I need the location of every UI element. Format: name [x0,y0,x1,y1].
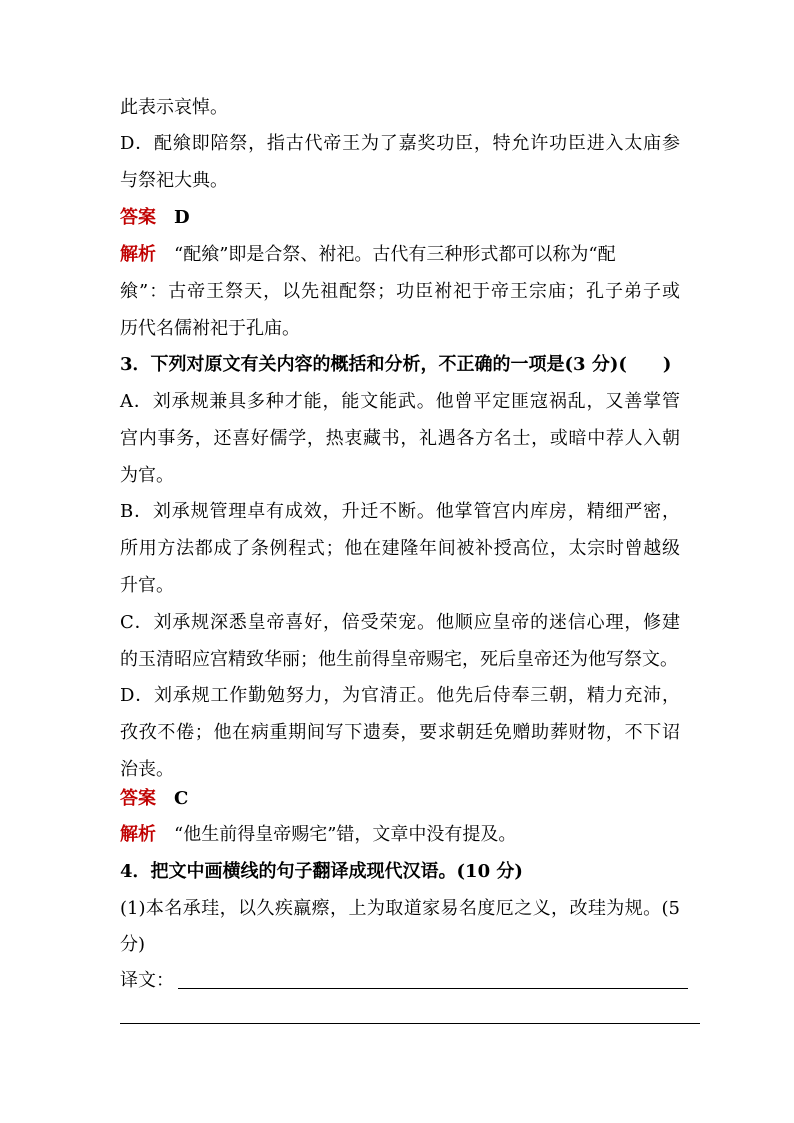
answer-label: 答案 [120,207,156,228]
answer-label: 答案 [120,788,156,809]
question-4-title [120,859,523,885]
text-line [120,279,680,305]
analysis-text: “他生前得皇帝赐宅”错，文章中没有提及。 [174,824,517,845]
option-text: A．刘承规兼具多种才能，能文能武。他曾平定匪寇祸乱，又善掌管 [120,391,680,412]
analysis-line [120,822,516,848]
text-line: 为官。 [120,465,174,486]
answer-value: D [174,207,190,228]
text-line: 历代名儒袝祀于孔庙。 [120,318,300,339]
question-text: 3．下列对原文有关内容的概括和分析，不正确的一项是(3 分)( ) [120,354,672,375]
option-text: C．刘承规深悉皇帝喜好，倍受荣宠。他顺应皇帝的迷信心理，修建 [120,612,680,633]
option-text: B．刘承规管理卓有成效，升迁不断。他掌管宫内库房，精细严密， [120,501,680,522]
analysis-text: “配飨”即是合祭、袝祀。古代有三种形式都可以称为“配 [174,244,616,265]
text-line [120,647,676,673]
answer-line [120,205,190,231]
analysis-line [120,242,616,268]
text-line: D．配飨即陪祭，指古代帝王为了嘉奖功臣，特允许功臣进入太庙参 [120,133,680,154]
text-line: 分) [120,934,146,955]
question-text: (1)本名承珪，以久疾羸瘵，上为取道家易名度厄之义，改珪为规。(5 [120,898,680,919]
analysis-text: 飨”：古帝王祭天，以先祖配祭；功臣袝祀于帝王宗庙；孔子弟子或 [120,281,680,302]
text-line: 升官。 [120,575,174,596]
question-4-sub-1 [120,896,680,922]
answer-underline[interactable] [120,1023,700,1024]
text-line: 与祭祀大典。 [120,170,228,191]
option-text: 的玉清昭应宫精致华丽；他生前得皇帝赐宅，死后皇帝还为他写祭文。 [120,649,678,670]
option-a-line [120,389,680,415]
analysis-label: 解析 [120,244,156,265]
question-text: 4．把文中画横线的句子翻译成现代汉语。(10 分) [120,861,523,882]
answer-value: C [174,788,189,809]
option-d-line [120,131,680,157]
option-text: 所用方法都成了条例程式；他在建隆年间被补授高位，太宗时曾越级 [120,538,680,559]
text-line [120,720,680,746]
translation-label: 译文： [120,970,174,991]
option-c-line [120,610,680,636]
text-line [120,426,680,452]
question-3-title [120,352,671,378]
text-line: 此表示哀悼。 [120,97,228,118]
answer-underline[interactable] [178,988,688,989]
text-line [120,536,680,562]
text-line: 治丧。 [120,759,174,780]
option-d-line [120,683,680,709]
option-text: 宫内事务，还喜好儒学，热衷藏书，礼遇各方名士，或暗中荐人入朝 [120,428,680,449]
option-text: 孜孜不倦；他在病重期间写下遗奏，要求朝廷免赠助葬财物，不下诏 [120,722,680,743]
analysis-label: 解析 [120,824,156,845]
answer-line [120,786,188,812]
option-b-line [120,499,680,525]
option-text: D．刘承规工作勤勉努力，为官清正。他先后侍奉三朝，精力充沛， [120,685,680,706]
